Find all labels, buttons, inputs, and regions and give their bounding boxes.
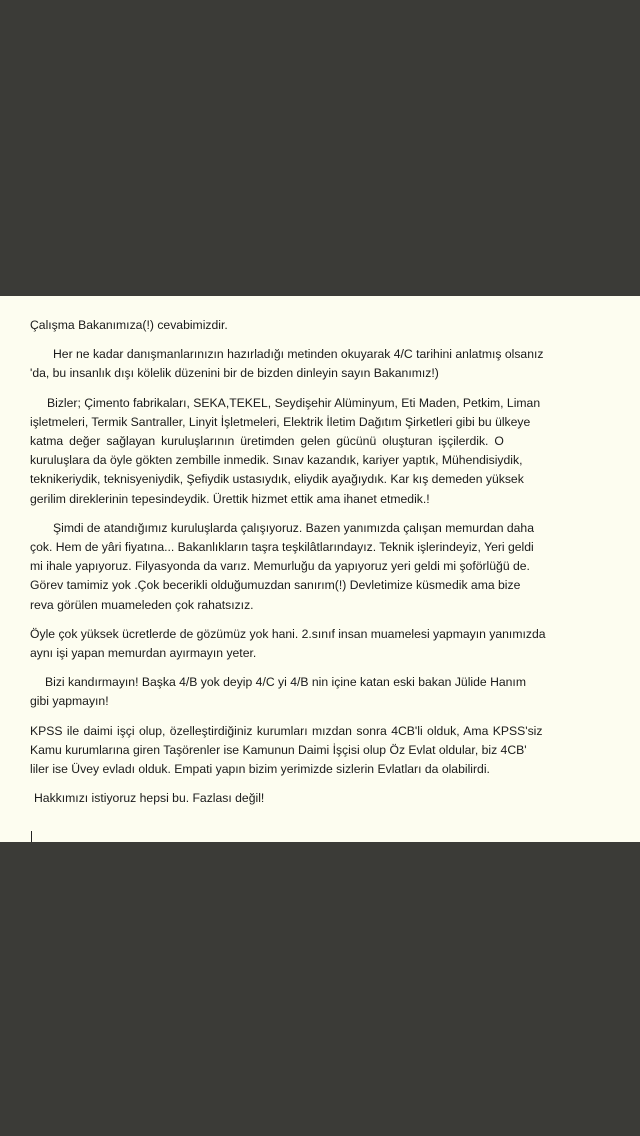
p2-line-6: gerilim direklerinin tepesindeydik. Ürettik hizmet ettik ama ihanet etmedik.!: [30, 491, 430, 506]
p6-line-1: KPSS ile daimi işçi olup, özelleştirdiğiniz kurumları mızdan sonra 4CB'li olduk, Ama KPSS'siz: [30, 723, 543, 738]
p3-line-2: çok. Hem de yâri fiyatına... Bakanlıkların taşra teşkilâtlarındayız. Teknik işlerindeyiz, Yeri geldi: [30, 540, 534, 555]
p1-line-1: Her ne kadar danışmanlarınızın hazırladığı metinden okuyarak 4/C tarihini anlatmış olsanız: [53, 347, 544, 362]
document-page: [0, 296, 640, 842]
text-cursor: [31, 831, 32, 842]
paragraph-3: [30, 519, 614, 615]
p3-line-1: Şimdi de atandığımız kuruluşlarda çalışıyoruz. Bazen yanımızda çalışan memurdan daha: [53, 520, 534, 535]
p4-line-2: aynı işi yapan memurdan ayırmayın yeter.: [30, 646, 257, 661]
top-background: [0, 0, 640, 296]
p2-line-1: Bizler; Çimento fabrikaları, SEKA,TEKEL, Seydişehir Alüminyum, Eti Maden, Petkim, Liman: [47, 395, 541, 410]
paragraph-6: [30, 722, 614, 780]
p5-line-1: Bizi kandırmayın! Başka 4/B yok deyip 4/C yi 4/B nin içine katan eski bakan Jülide Hanım: [45, 675, 526, 690]
closing-line: [30, 789, 614, 808]
p4-line-1: Öyle çok yüksek ücretlerde de gözümüz yok hani. 2.sınıf insan muamelesi yapmayın yanımızda: [30, 626, 546, 641]
p2-line-5: teknikeriydik, teknisyeniydik, Şefiydik ustasıydık, eliydik ayağıydık. Kar kış demeden yüksek: [30, 472, 524, 487]
p1-line-2: 'da, bu insanlık dışı kölelik düzenini bir de bizden dinleyin sayın Bakanımız!): [30, 366, 439, 381]
bottom-background: [0, 842, 640, 1136]
p3-line-4: Görev tamimiz yok .Çok becerikli olduğumuzdan sanırım(!) Devletimize küsmedik ama bize: [30, 578, 521, 593]
p2-line-3: katma değer sağlayan kuruluşlarının üretimden gelen gücünü oluşturan işçilerdik. O: [30, 434, 504, 449]
paragraph-1: [30, 345, 614, 383]
p6-line-2: Kamu kurumlarına giren Taşörenler ise Kamunun Daimi İşçisi olup Öz Evlat oldular, biz 4CB': [30, 742, 527, 757]
p2-line-2: işletmeleri, Termik Santraller, Linyit İşletmeleri, Elektrik İletim Dağıtım Şirketleri gibi bu ülkeye: [30, 414, 531, 429]
paragraph-5: [30, 673, 614, 711]
p2-line-4: kuruluşlara da öyle gökten zembille inmedik. Sınav kazandık, kariyer yaptık, Mühendisiydik,: [30, 453, 523, 468]
p3-line-3: mi ihale yapıyoruz. Filyasyonda da varız. Memurluğu da yapıyoruz yeri geldi mi şoförlüğü de.: [30, 559, 530, 574]
greeting-line: [30, 316, 614, 335]
closing-text: Hakkımızı istiyoruz hepsi bu. Fazlası değil!: [34, 791, 265, 806]
p3-line-5: reva görülen muameleden çok rahatsızız.: [30, 597, 254, 612]
p6-line-3: liler ise Üvey evladı olduk. Empati yapın bizim yerimizde sizlerin Evlatları da olabilirdi.: [30, 762, 490, 777]
p5-line-2: gibi yapmayın!: [30, 694, 109, 709]
greeting-text: Çalışma Bakanımıza(!) cevabimizdir.: [30, 318, 228, 332]
paragraph-4: [30, 625, 614, 663]
paragraph-2: [30, 394, 614, 509]
